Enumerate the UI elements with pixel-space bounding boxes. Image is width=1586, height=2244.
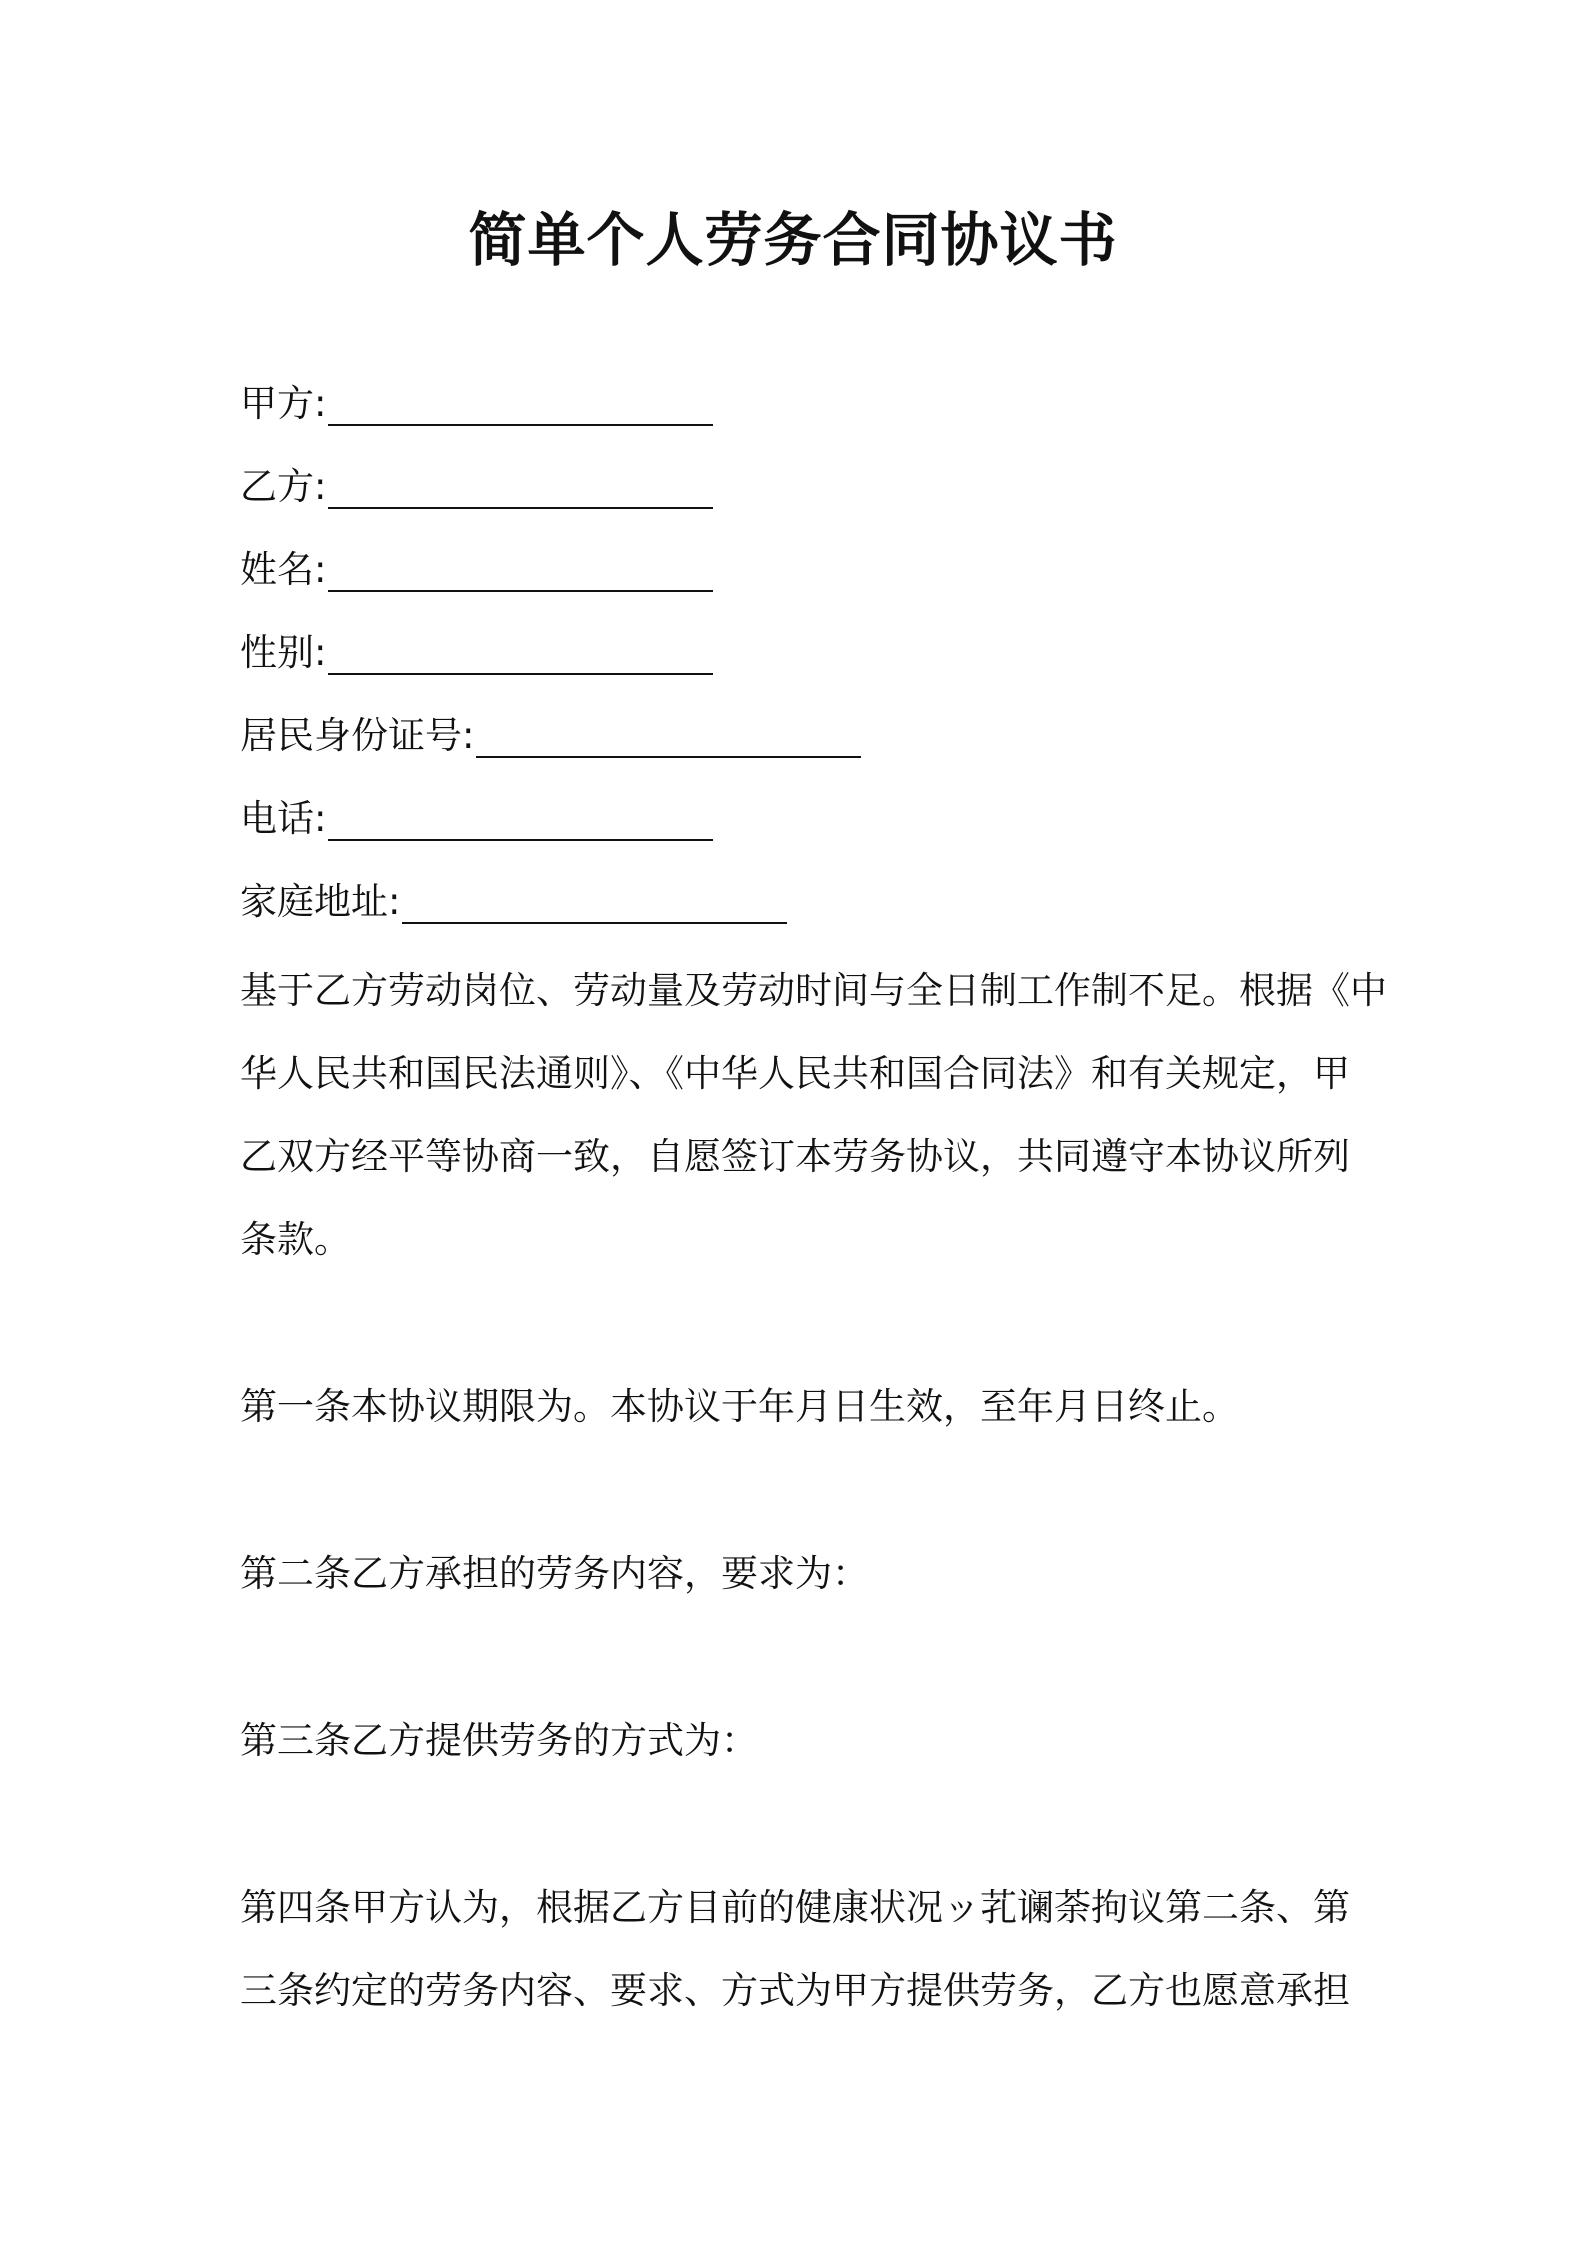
gender-field bbox=[240, 623, 713, 683]
preamble-line-4: 条款。 bbox=[240, 1218, 351, 1261]
document-title: 简单个人劳务合同协议书 bbox=[468, 206, 1118, 274]
home-address-field bbox=[240, 872, 787, 932]
article-1: 第一条本协议期限为。本协议于年月日生效，至年月日终止。 bbox=[240, 1385, 1239, 1428]
preamble-line-3: 乙双方经平等协商一致，自愿签订本劳务协议，共同遵守本协议所列 bbox=[240, 1135, 1350, 1178]
article-2: 第二条乙方承担的劳务内容，要求为： bbox=[240, 1552, 869, 1595]
id-number-label: 居民身份证号: bbox=[240, 714, 475, 757]
home-address-blank bbox=[402, 876, 787, 924]
article-3: 第三条乙方提供劳务的方式为： bbox=[240, 1719, 758, 1762]
home-address-label: 家庭地址: bbox=[240, 880, 401, 923]
phone-label: 电话: bbox=[240, 797, 327, 840]
article-4-line-1: 第四条甲方认为，根据乙方目前的健康状况ッ芤谰荼拘议第二条、第 bbox=[240, 1886, 1350, 1929]
gender-label: 性别: bbox=[240, 631, 327, 674]
party-a-field bbox=[240, 374, 713, 434]
id-number-blank bbox=[476, 710, 861, 758]
preamble-line-1: 基于乙方劳动岗位、劳动量及劳动时间与全日制工作制不足。根据《中 bbox=[240, 969, 1387, 1012]
phone-field bbox=[240, 789, 713, 849]
article-4-line-2: 三条约定的劳务内容、要求、方式为甲方提供劳务，乙方也愿意承担 bbox=[240, 1969, 1350, 2012]
phone-blank bbox=[328, 793, 713, 841]
party-a-blank bbox=[328, 378, 713, 426]
name-field bbox=[240, 540, 713, 600]
name-label: 姓名: bbox=[240, 548, 327, 591]
party-b-blank bbox=[328, 461, 713, 509]
name-blank bbox=[328, 544, 713, 592]
preamble-line-2: 华人民共和国民法通则》、《中华人民共和国合同法》和有关规定，甲 bbox=[240, 1052, 1350, 1095]
party-b-field bbox=[240, 457, 713, 517]
gender-blank bbox=[328, 627, 713, 675]
id-number-field bbox=[240, 706, 861, 766]
party-a-label: 甲方: bbox=[240, 382, 327, 425]
party-b-label: 乙方: bbox=[240, 465, 327, 508]
